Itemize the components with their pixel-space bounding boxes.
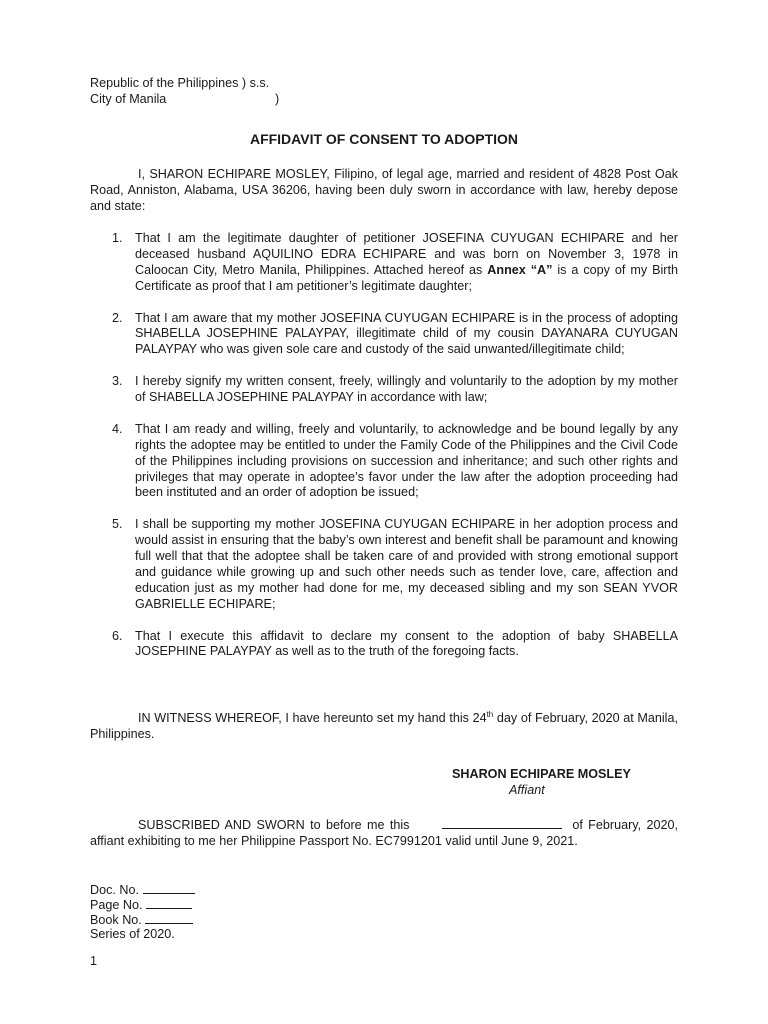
header-republic: Republic of the Philippines ) s.s. (90, 76, 270, 90)
statement-item (90, 629, 678, 661)
statement-number: 4. (112, 421, 123, 436)
page-no-label: Page No. (90, 898, 143, 912)
statement-number: 3. (112, 374, 123, 389)
statement-number: 2. (112, 310, 123, 325)
witness-text-cont: day of February, 2020 at Manila, Philippines. (90, 711, 678, 741)
jurat-text: SUBSCRIBED AND SWORN to before me this (138, 818, 410, 832)
doc-no-blank (143, 881, 195, 894)
book-no-blank (145, 911, 193, 924)
ordinal-suffix: th (486, 709, 494, 719)
statement-number: 5. (112, 517, 123, 532)
annex-label: Annex “A” (487, 262, 553, 277)
affiant-name: SHARON ECHIPARE MOSLEY (452, 767, 631, 781)
statement-text: I hereby signify my written consent, freely, willingly and voluntarily to the adoption by my mother of SHABELLA JOSEPHINE PALAYPAY in accordance with law; (135, 374, 678, 405)
series-line: Series of 2020. (90, 927, 175, 941)
witness-text: IN WITNESS WHEREOF, I have hereunto set my hand this 24 (138, 711, 487, 725)
statement-item (90, 311, 678, 359)
statement-text: That I am the legitimate daughter of petitioner JOSEFINA CUYUGAN ECHIPARE and her deceased husband AQUILINO EDRA ECHIPARE and was born on November 3, 1978 in Caloocan City, Metro Manila, Philippines. Attached hereof as (135, 231, 678, 277)
jurat-paragraph (90, 816, 678, 850)
header-paren: ) (275, 92, 280, 106)
statement-text-cont: is a copy of my Birth Certificate as proof that I am petitioner’s legitimate daughter; (135, 262, 678, 293)
statement-item (90, 422, 678, 502)
statement-text: That I execute this affidavit to declare my consent to the adoption of baby SHABELLA JOSEPHINE PALAYPAY as well as to the truth of the foregoing facts. (135, 628, 678, 659)
jurat-text-cont: of February, 2020, affiant exhibiting to me her Philippine Passport No. EC7991201 valid until June 9, 2021. (90, 818, 679, 848)
statement-item (90, 374, 678, 406)
statement-text: That I am ready and willing, freely and voluntarily, to acknowledge and be bound legally by any rights the adoptee may be entitled to under the Family Code of the Philippines and the Civil Code of the Philippines including provisions on succession and inheritance; and such other rights and privileges that may operate in adoptee’s favor under the law after the adoption proceeding had been instituted and an order of adoption be issued; (135, 421, 678, 500)
affiant-label: Affiant (509, 783, 545, 797)
witness-paragraph (90, 711, 678, 743)
header-city: City of Manila (90, 92, 167, 106)
statement-item (90, 517, 678, 612)
statement-text: That I am aware that my mother JOSEFINA CUYUGAN ECHIPARE is in the process of adopting SHABELLA JOSEPHINE PALAYPAY, illegitimate child of my cousin DAYANARA CUYUGAN PALAYPAY who was given sole care and custody of the said unwanted/illegitimate child; (135, 310, 678, 357)
doc-no-label: Doc. No. (90, 883, 139, 897)
page-no-blank (146, 896, 192, 909)
statement-item (90, 231, 678, 295)
page-number: 1 (90, 954, 98, 968)
statements-list (90, 231, 678, 676)
intro-paragraph: I, SHARON ECHIPARE MOSLEY, Filipino, of legal age, married and resident of 4828 Post Oak Road, Anniston, Alabama, USA 36206, having been duly sworn in accordance with law, hereby depose and state: (90, 167, 678, 213)
statement-number: 1. (112, 231, 123, 245)
document-title: AFFIDAVIT OF CONSENT TO ADOPTION (249, 131, 519, 147)
statement-text: I shall be supporting my mother JOSEFINA CUYUGAN ECHIPARE in her adoption process and would assist in ensuring that the baby’s own interest and benefit shall be paramount and knowing full well that that the adoptee shall be taken care of and provided with strong emotional support and guidance while growing up and such other needs such as tender love, care, affection and education just as my mother had done for me, my deceased sibling and my son SEAN YVOR GABRIELLE ECHIPARE; (135, 517, 678, 611)
book-no-label: Book No. (90, 913, 142, 927)
statement-number: 6. (112, 628, 123, 643)
date-blank (442, 816, 562, 829)
